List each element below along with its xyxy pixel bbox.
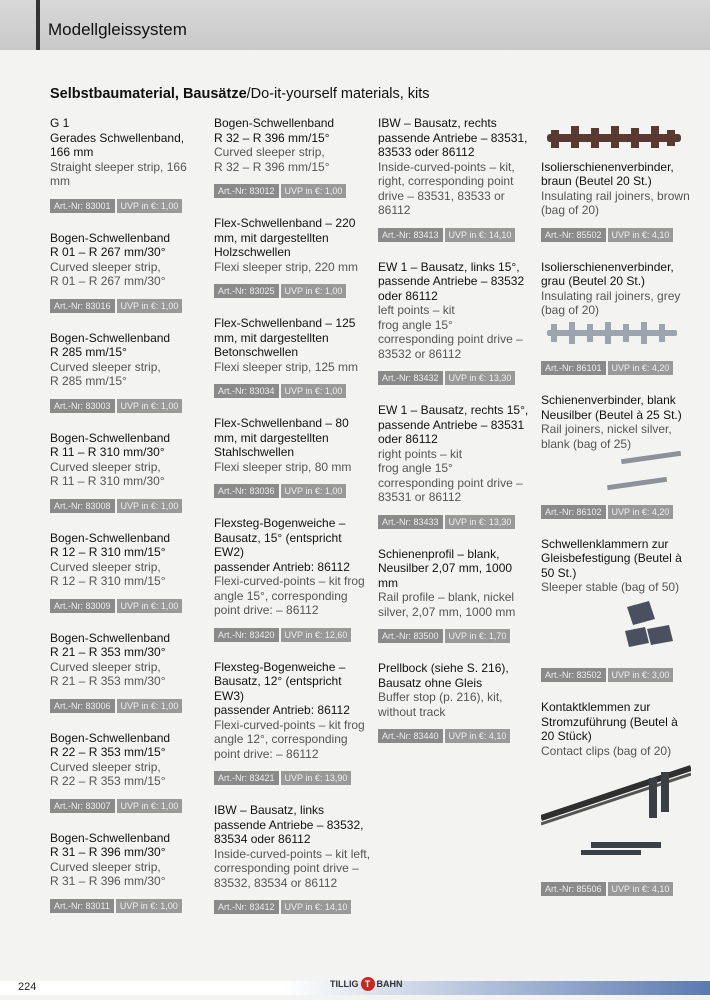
article-tag: [541, 228, 691, 242]
brand-logo-mark: T: [361, 977, 375, 991]
article-tag: [214, 900, 374, 914]
article-tag: [541, 361, 691, 375]
product-name-en: Rail profile – blank, nickel silver, 2,07 mm, 1000 mm: [378, 590, 516, 619]
article-tag: [541, 882, 691, 896]
product-name-de: Schienenprofil – blank, Neusilber 2,07 mm, 1000 mm: [378, 546, 513, 590]
article-price: UVP in €: 1,00: [281, 284, 347, 298]
product-name-de: G 1 Gerades Schwellenband, 166 mm: [50, 116, 185, 159]
product-name-en: Contact clips (bag of 20): [541, 743, 672, 758]
product-entry: [214, 803, 374, 914]
section-heading: [50, 86, 430, 102]
article-price: UVP in €: 13,30: [445, 371, 516, 385]
article-tag: [214, 384, 374, 398]
article-number: Art.-Nr: 83025: [214, 284, 279, 298]
article-tag: [378, 729, 530, 743]
product-entry: [541, 537, 691, 683]
product-name-en: Curved sleeper strip, R 285 mm/15°: [50, 359, 161, 388]
product-name-de: Flexsteg-Bogenweiche – Bausatz, 15° (entspricht EW2) passender Antrieb: 86112: [214, 516, 350, 574]
page-footer: [0, 965, 710, 1000]
product-name-de: Bogen-Schwellenband R 31 – R 396 mm/30°: [50, 830, 171, 859]
product-name-en: Rail joiners, nickel silver, blank (bag of 25): [541, 422, 672, 451]
article-number: Art.-Nr: 83440: [378, 729, 443, 743]
article-number: Art.-Nr: 83009: [50, 599, 115, 613]
page-title: Modellgleissystem: [48, 20, 187, 39]
product-entry: [50, 331, 200, 413]
article-tag: [214, 628, 374, 642]
article-price: UVP in €: 1,00: [117, 299, 183, 313]
article-tag: [50, 499, 200, 513]
article-tag: [378, 629, 530, 643]
product-entry: [50, 231, 200, 313]
product-entry: [378, 661, 530, 743]
product-name-de: Isolierschienenverbinder, grau (Beutel 20 St.): [541, 259, 674, 288]
article-number: Art.-Nr: 83007: [50, 799, 115, 813]
article-number: Art.-Nr: 83432: [378, 371, 443, 385]
product-name-en: Flexi sleeper strip, 220 mm: [214, 259, 359, 274]
product-entry: [50, 531, 200, 613]
product-name-de: Bogen-Schwellenband R 22 – R 353 mm/15°: [50, 730, 171, 759]
product-name-en: Sleeper stable (bag of 50): [541, 580, 680, 594]
article-price: UVP in €: 1,00: [281, 384, 347, 398]
product-name-de: Kontaktklemmen zur Stromzuführung (Beutel à 20 Stück): [541, 700, 678, 743]
product-name-de: Bogen-Schwellenband R 11 – R 310 mm/30°: [50, 430, 171, 459]
product-name-en: Flexi-curved-points – kit frog angle 15°, corresponding point drive: – 86112: [214, 574, 365, 617]
product-entry: [541, 700, 691, 896]
article-price: UVP in €: 1,00: [281, 484, 347, 498]
product-name-de: Bogen-Schwellenband R 285 mm/15°: [50, 330, 171, 359]
article-number: Art.-Nr: 83012: [214, 184, 279, 198]
article-tag: [50, 199, 200, 213]
article-tag: [214, 184, 374, 198]
article-tag: [50, 399, 200, 413]
product-entry: [50, 831, 200, 913]
product-name-en: Flexi sleeper strip, 125 mm: [214, 359, 359, 374]
product-name-en: Flexi-curved-points – kit frog angle 12°, corresponding point drive: – 86112: [214, 717, 365, 761]
product-name-de: Schwellenklammern zur Gleisbefestigung (Beutel à 50 St.): [541, 536, 682, 580]
article-price: UVP in €: 1,00: [117, 199, 183, 213]
product-name-en: Straight sleeper strip, 166 mm: [50, 159, 187, 188]
product-entry: [50, 731, 200, 813]
article-price: UVP in €: 1,00: [117, 699, 183, 713]
product-name-de: Bogen-Schwellenband R 12 – R 310 mm/15°: [50, 530, 171, 559]
article-number: Art.-Nr: 83502: [541, 668, 606, 682]
article-number: Art.-Nr: 85502: [541, 228, 606, 242]
article-price: UVP in €: 1,00: [117, 499, 183, 513]
brand-logo: [330, 977, 403, 991]
product-entry: [541, 260, 691, 376]
product-name-en: left points – kit frog angle 15° corresponding point drive – 83532 or 86112: [378, 303, 523, 361]
article-number: Art.-Nr: 83001: [50, 199, 115, 213]
product-entry: [50, 631, 200, 713]
article-tag: [50, 699, 200, 713]
article-number: Art.-Nr: 83433: [378, 515, 443, 529]
article-tag: [378, 228, 530, 242]
product-entry: [214, 316, 374, 398]
product-entry: [214, 216, 374, 298]
product-entry: [214, 516, 374, 642]
article-price: UVP in €: 4,10: [608, 228, 674, 242]
article-number: Art.-Nr: 83413: [378, 228, 443, 242]
product-entry: [541, 116, 691, 242]
brand-logo-text: TILLIG: [330, 979, 359, 989]
header-accent-bar: [36, 0, 40, 50]
product-name-de: Prellbock (siehe S. 216), Bausatz ohne Gleis: [378, 661, 509, 690]
article-price: UVP in €: 13,90: [281, 771, 352, 785]
section-heading-separator: /: [246, 86, 251, 102]
product-name-de: Flex-Schwellenband – 220 mm, mit dargestellten Holzschwellen: [214, 216, 356, 259]
article-number: Art.-Nr: 83421: [214, 771, 279, 785]
article-number: Art.-Nr: 85506: [541, 882, 606, 896]
product-name-de: Flexsteg-Bogenweiche – Bausatz, 12° (entspricht EW3) passender Antrieb: 86112: [214, 659, 350, 717]
product-entry: [378, 547, 530, 644]
product-name-en: Curved sleeper strip, R 22 – R 353 mm/15°: [50, 759, 166, 788]
article-number: Art.-Nr: 86101: [541, 361, 606, 375]
article-price: UVP in €: 1,00: [117, 599, 183, 613]
product-entry: [50, 431, 200, 513]
column-1: [50, 116, 200, 931]
article-number: Art.-Nr: 83006: [50, 699, 115, 713]
product-name-en: Inside-curved-points – kit, right, corresponding point drive – 83531, 83533 or 86112: [378, 159, 515, 217]
section-heading-de: Selbstbaumaterial, Bausätze: [50, 86, 247, 102]
article-number: Art.-Nr: 83011: [50, 899, 114, 913]
product-name-de: Bogen-Schwellenband R 21 – R 353 mm/30°: [50, 630, 171, 659]
article-tag: [378, 371, 530, 385]
article-tag: [214, 284, 374, 298]
product-entry: [214, 416, 374, 498]
article-number: Art.-Nr: 83412: [214, 900, 279, 914]
article-price: UVP in €: 12,60: [281, 628, 352, 642]
article-price: UVP in €: 3,00: [608, 668, 674, 682]
product-name-en: Curved sleeper strip, R 11 – R 310 mm/30°: [50, 459, 165, 488]
product-image: [541, 595, 691, 659]
article-tag: [541, 505, 691, 519]
product-name-de: IBW – Bausatz, rechts passende Antriebe – 83531, 83533 oder 86112: [378, 116, 528, 159]
article-tag: [541, 668, 691, 682]
product-name-en: right points – kit frog angle 15° corresponding point drive – 83531 or 86112: [378, 446, 523, 504]
article-price: UVP in €: 13,30: [445, 515, 516, 529]
product-name-en: Buffer stop (p. 216), kit, without track: [378, 690, 503, 719]
product-name-en: Insulating rail joiners, brown (bag of 20): [541, 188, 690, 217]
article-number: Art.-Nr: 83500: [378, 629, 443, 643]
product-image: [541, 451, 691, 495]
product-entry: [50, 116, 200, 213]
product-name-de: EW 1 – Bausatz, rechts 15°, passende Antriebe – 83531 oder 86112: [378, 403, 529, 446]
product-entry: [378, 116, 530, 242]
product-name-en: Curved sleeper strip, R 32 – R 396 mm/15°: [214, 145, 330, 174]
product-name-de: Bogen-Schwellenband R 01 – R 267 mm/30°: [50, 230, 171, 259]
product-name-de: Schienenverbinder, blank Neusilber (Beutel à 25 St.): [541, 393, 682, 422]
article-number: Art.-Nr: 83420: [214, 628, 279, 642]
article-price: UVP in €: 14,10: [445, 228, 516, 242]
article-number: Art.-Nr: 83003: [50, 399, 115, 413]
article-number: Art.-Nr: 83036: [214, 484, 279, 498]
article-tag: [214, 771, 374, 785]
product-image: [541, 318, 691, 352]
article-tag: [50, 599, 200, 613]
article-number: Art.-Nr: 83008: [50, 499, 115, 513]
product-image: [541, 758, 691, 872]
article-number: Art.-Nr: 86102: [541, 505, 606, 519]
article-price: UVP in €: 4,10: [608, 882, 674, 896]
product-entry: [378, 403, 530, 529]
product-name-en: Curved sleeper strip, R 01 – R 267 mm/30°: [50, 259, 166, 288]
product-name-de: Flex-Schwellenband – 125 mm, mit dargestellten Betonschwellen: [214, 316, 356, 359]
product-entry: [214, 660, 374, 786]
product-name-de: IBW – Bausatz, links passende Antriebe – 83532, 83534 oder 86112: [214, 803, 364, 846]
article-price: UVP in €: 1,00: [281, 184, 347, 198]
page-number: 224: [18, 981, 37, 993]
article-price: UVP in €: 1,70: [445, 629, 511, 643]
article-price: UVP in €: 1,00: [117, 799, 183, 813]
product-name-de: EW 1 – Bausatz, links 15°, passende Antriebe – 83532 oder 86112: [378, 259, 525, 303]
column-3: [378, 116, 530, 761]
product-name-de: Bogen-Schwellenband R 32 – R 396 mm/15°: [214, 116, 335, 145]
article-tag: [50, 799, 200, 813]
product-name-en: Curved sleeper strip, R 12 – R 310 mm/15°: [50, 559, 166, 588]
product-name-en: Inside-curved-points – kit left, corresponding point drive – 83532, 83534 or 86112: [214, 846, 371, 890]
column-2: [214, 116, 374, 932]
product-name-en: Insulating rail joiners, grey (bag of 20): [541, 288, 681, 317]
article-number: Art.-Nr: 83034: [214, 384, 279, 398]
product-name-de: Isolierschienenverbinder, braun (Beutel 20 St.): [541, 159, 674, 188]
section-heading-en: Do-it-yourself materials, kits: [250, 86, 430, 102]
product-name-en: Curved sleeper strip, R 31 – R 396 mm/30°: [50, 859, 166, 888]
brand-logo-suffix: BAHN: [376, 979, 403, 989]
product-entry: [214, 116, 374, 198]
product-entry: [378, 260, 530, 386]
page-header: [0, 0, 710, 50]
article-price: UVP in €: 4,20: [608, 505, 674, 519]
article-price: UVP in €: 1,00: [116, 899, 182, 913]
article-number: Art.-Nr: 83016: [50, 299, 115, 313]
article-tag: [378, 515, 530, 529]
product-name-en: Curved sleeper strip, R 21 – R 353 mm/30°: [50, 659, 166, 688]
product-image: [541, 116, 691, 160]
product-name-de: Flex-Schwellenband – 80 mm, mit dargestellten Stahlschwellen: [214, 416, 349, 459]
article-price: UVP in €: 14,10: [281, 900, 352, 914]
article-price: UVP in €: 4,20: [608, 361, 674, 375]
article-tag: [214, 484, 374, 498]
article-price: UVP in €: 4,10: [445, 729, 511, 743]
column-4: [541, 116, 691, 914]
article-tag: [50, 899, 200, 913]
product-name-en: Flexi sleeper strip, 80 mm: [214, 459, 352, 474]
article-tag: [50, 299, 200, 313]
product-entry: [541, 393, 691, 519]
article-price: UVP in €: 1,00: [117, 399, 183, 413]
